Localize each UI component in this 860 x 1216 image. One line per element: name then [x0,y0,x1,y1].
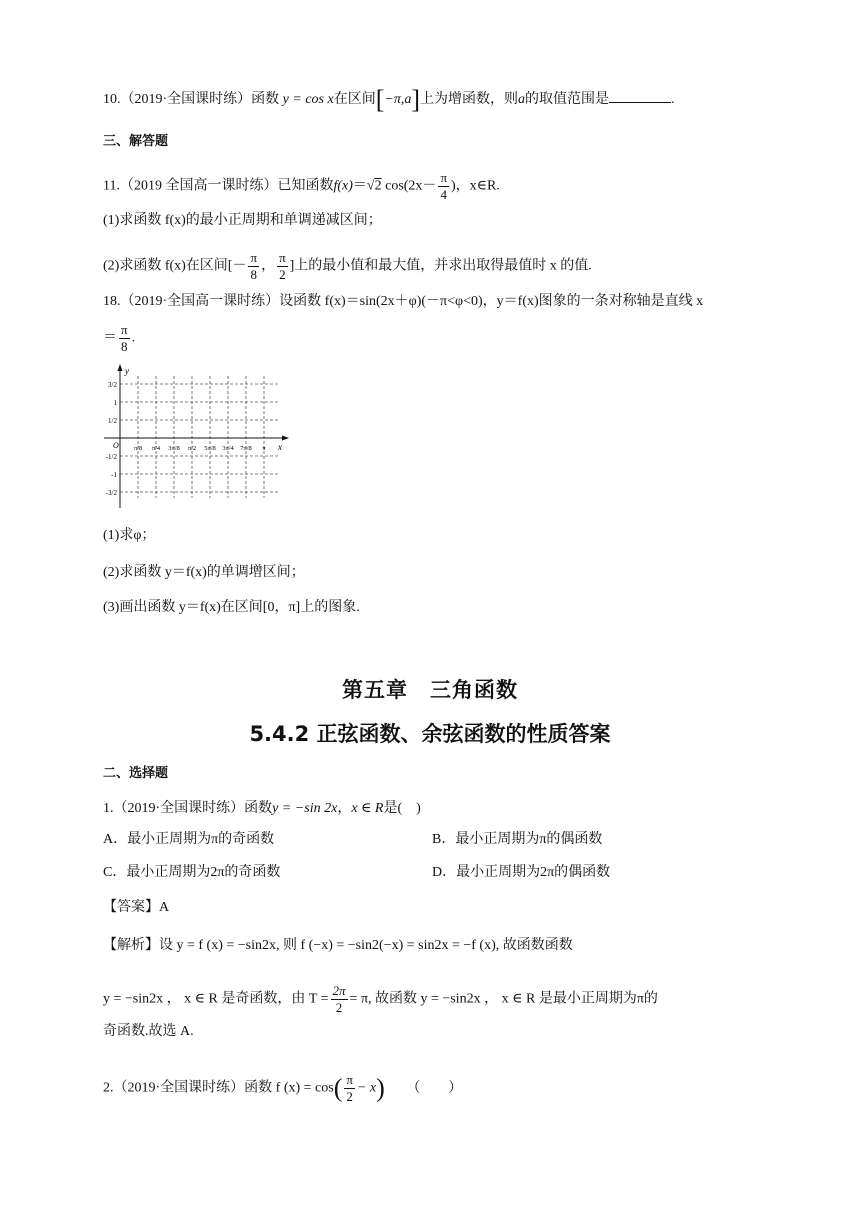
q1-comma: ， [337,801,352,816]
q2-frac-num: π [346,1072,353,1087]
q2-minus-x: − x [356,1080,377,1096]
grid-lines [120,376,280,498]
x-tick-labels [134,445,267,452]
paren-left: ( [333,1073,343,1103]
q18-line-2 [103,322,135,355]
y-tick: -1/2 [105,453,117,461]
chapter-title: 第五章 三角函数 [342,678,518,702]
option-c: C．最小正周期为2π的奇函数 [103,865,281,880]
q11-p2-comma: ， [261,258,276,274]
q10-interval: −π,a [384,92,412,108]
q10-source: （2019·全国课时练） [120,92,252,108]
question-10 [103,85,675,114]
period-num: 2π [332,983,346,998]
q10-number: 10. [103,92,121,108]
y-tick: -3/2 [105,489,117,497]
q18-frac-num: π [121,322,128,337]
q11-p2-frac2 [277,250,288,283]
option-d: D．最小正周期为2π的偶函数 [432,865,611,880]
period-fraction [331,983,348,1016]
analysis-2a: y = −sin2x ， x ∈ R 是奇函数，由 T = [103,991,329,1007]
section-title: 5.4.2 正弦函数、余弦函数的性质答案 [249,722,611,746]
frac2-den: 2 [279,267,286,282]
section-heading-choice: 二、选择题 [103,766,169,781]
q1-stem-a: 1.（2019·全国课时练）函数 [103,801,273,816]
period-den: 2 [335,1000,343,1015]
x-tick: 5π/8 [204,445,216,452]
q10-text-1: 函数 [251,92,280,108]
q11-sqrt-value: 2 [374,178,382,194]
q18-part-2: (2)求函数 y＝f(x)的单调增区间； [103,565,305,580]
q11-part-2 [103,250,592,283]
y-tick-labels [106,381,118,497]
q1-domain: x ∈ R [351,801,384,816]
option-b: B．最小正周期为π的偶函数 [432,832,603,847]
question-11 [103,170,500,203]
q11-cos: cos(2x－ [385,178,437,194]
y-tick: 3/2 [108,381,117,389]
bracket-right: ] [411,85,421,114]
question-2 [103,1072,462,1105]
bracket-left: [ [375,85,385,114]
q11-function: f(x) [333,178,353,194]
x-tick: π/8 [133,445,143,452]
q11-fraction [438,170,449,203]
q18-part-3: (3)画出函数 y＝f(x)在区间[0，π]上的图象. [103,600,360,615]
q11-p2-text-a: (2)求函数 f(x)在区间[－ [103,258,247,274]
x-axis-arrow [282,436,289,441]
q2-answer-paren: （ ） [406,1080,463,1096]
frac1-den: 8 [250,267,258,282]
paren-right: ) [376,1073,385,1103]
q10-expression: y = cos x [282,92,334,108]
origin-label: O [113,441,119,450]
q18-fraction [119,322,130,355]
q11-text-1: 已知函数 [277,178,334,194]
q1-stem-b: 是( ) [383,801,421,816]
y-axis-arrow [118,364,123,371]
q2-frac-den: 2 [346,1089,353,1104]
q10-text-4: 的取值范围是 [525,92,610,108]
x-tick: 7π/8 [240,445,252,452]
q10-text-3: 上为增函数，则 [420,92,519,108]
q11-text-2: )，x∈R. [451,178,500,194]
q1-expression: y = −sin 2x [272,801,338,816]
x-tick: π/2 [187,445,197,452]
q11-p2-frac1 [248,250,259,283]
question-18: 18.（2019·全国高一课时练）设函数 f(x)＝sin(2x＋φ)(－π<φ<0)，y＝f(x)图象的一条对称轴是直线 x [103,294,704,309]
answer-label: 【答案】A [103,900,170,915]
sqrt-symbol: √2 [366,178,382,194]
y-tick: 1 [113,399,117,407]
question-1 [103,799,421,819]
section-heading-solve: 三、解答题 [103,134,169,149]
q10-text-2: 在区间 [333,92,376,108]
q11-source: （2019 全国高一课时练） [119,178,278,194]
option-a: A．最小正周期为π的奇函数 [103,832,275,847]
analysis-2b: = π, 故函数 y = −sin2x ， x ∈ R 是最小正周期为π的 [349,991,658,1007]
q10-variable: a [518,92,526,108]
frac2-num: π [279,250,286,265]
q18-frac-den: 8 [121,339,128,354]
frac1-num: π [250,250,258,265]
q18-dot: . [131,330,136,346]
q10-end: . [671,92,675,108]
q11-equals: ＝ [352,178,367,194]
q11-number: 11. [103,178,120,194]
q2-stem: 2.（2019·全国课时练）函数 f (x) = cos [103,1080,334,1096]
q18-equals: ＝ [103,330,117,346]
q11-p2-text-b: ]上的最小值和最大值，并求出取得最值时 x 的值. [289,258,592,274]
q11-part-1: (1)求函数 f(x)的最小正周期和单调递减区间； [103,213,382,228]
coordinate-grid [100,362,300,512]
q11-frac-den: 4 [440,187,447,202]
y-axis-label: y [125,366,129,376]
x-tick: π [262,445,266,452]
q18-part-1: (1)求φ； [103,528,156,543]
analysis-line-1: 【解析】设 y = f (x) = −sin2x, 则 f (−x) = −sin2(−x) = sin2x = −f (x), 故函数函数 [103,938,573,953]
q2-fraction [344,1072,355,1105]
x-tick: 3π/4 [222,445,234,452]
answer-blank [609,90,671,103]
x-axis-label: x [278,442,282,452]
y-tick: 1/2 [108,417,117,425]
analysis-line-3: 奇函数.故选 A. [103,1024,194,1039]
y-tick: -1 [111,471,117,479]
q11-frac-num: π [440,170,448,185]
analysis-line-2 [103,983,658,1016]
x-tick: π/4 [151,445,161,452]
x-tick: 3π/8 [168,445,180,452]
